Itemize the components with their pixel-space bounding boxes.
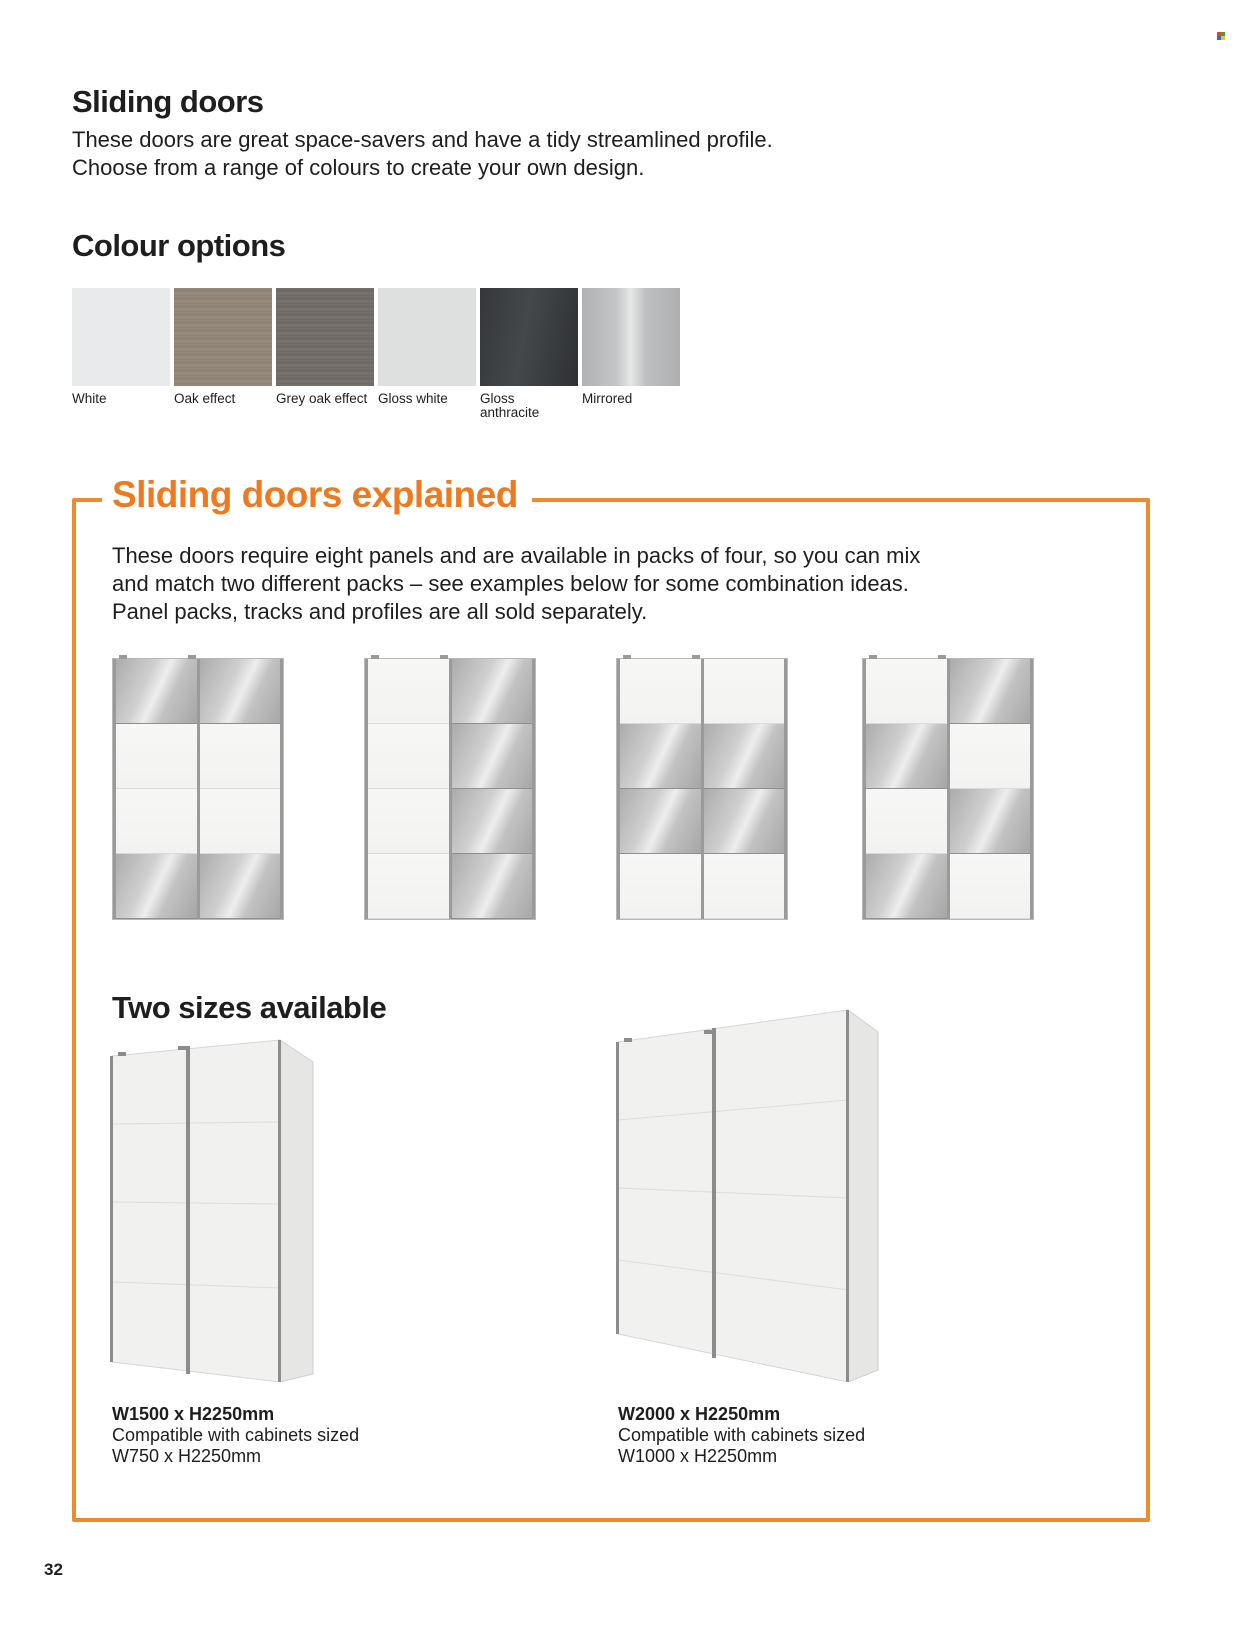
mirrored-swatch-icon: [582, 288, 680, 386]
door-roller: [119, 655, 127, 659]
size-caption-w1500: [112, 1404, 359, 1467]
mirror-panel: [113, 659, 198, 724]
explained-line: These doors require eight panels and are available in packs of four, so you can mix: [112, 543, 921, 568]
white-panel: [198, 724, 283, 789]
swatch-gloss-white[interactable]: [378, 288, 476, 406]
swatch-mirrored[interactable]: [582, 288, 680, 406]
colour-options-heading: Colour options: [72, 228, 286, 263]
swatch-white[interactable]: [72, 288, 170, 406]
mirror-panel: [450, 789, 535, 854]
mirror-panel: [702, 789, 787, 854]
door-profile: [280, 659, 283, 919]
size-compatible-text: Compatible with cabinets sized: [618, 1425, 866, 1445]
door-profile: [197, 659, 200, 919]
intro-text: [72, 126, 972, 182]
door-profile: [1030, 659, 1033, 919]
mirror-panel: [948, 789, 1033, 854]
mirror-panel: [198, 659, 283, 724]
grey-oak-effect-swatch-icon: [276, 288, 374, 386]
swatch-label: Gloss anthracite: [480, 391, 540, 420]
wardrobe-w1500-image: [108, 1036, 318, 1382]
explained-heading: Sliding doors explained: [102, 470, 532, 520]
door-profile: [701, 659, 704, 919]
page-title: Sliding doors: [72, 84, 264, 119]
door-roller: [371, 655, 379, 659]
swatch-label: Mirrored: [582, 391, 633, 406]
white-panel: [365, 659, 450, 724]
mirror-panel: [948, 659, 1033, 724]
door-roller: [938, 655, 946, 659]
gloss-anthracite-swatch-icon: [480, 288, 578, 386]
oak-effect-swatch-icon: [174, 288, 272, 386]
size-dimensions: W1500 x H2250mm: [112, 1404, 275, 1424]
swatch-label: Oak effect: [174, 391, 236, 406]
sizes-heading: Two sizes available: [112, 990, 387, 1025]
door-roller: [869, 655, 877, 659]
size-cabinet-dimensions: W750 x H2250mm: [112, 1446, 262, 1466]
swatch-label: Grey oak effect: [276, 391, 368, 406]
intro-line: Choose from a range of colours to create your own design.: [72, 155, 645, 180]
explained-line: and match two different packs – see examples below for some combination ideas.: [112, 571, 909, 596]
size-cabinet-dimensions: W1000 x H2250mm: [618, 1446, 778, 1466]
white-panel: [948, 724, 1033, 789]
door-profile: [784, 659, 787, 919]
intro-line: These doors are great space-savers and have a tidy streamlined profile.: [72, 127, 773, 152]
white-panel: [948, 854, 1033, 919]
white-panel: [617, 854, 702, 919]
door-roller: [692, 655, 700, 659]
door-combination-2: [364, 658, 536, 920]
door-combination-4: [862, 658, 1034, 920]
white-panel: [365, 724, 450, 789]
mirror-panel: [198, 854, 283, 919]
explained-text: [112, 542, 1032, 626]
door-combination-3: [616, 658, 788, 920]
mirror-panel: [450, 724, 535, 789]
door-profile: [617, 659, 620, 919]
door-profile: [113, 659, 116, 919]
size-compatible-text: Compatible with cabinets sized: [112, 1425, 360, 1445]
door-profile: [449, 659, 452, 919]
explained-line: Panel packs, tracks and profiles are all sold separately.: [112, 599, 648, 624]
gloss-white-swatch-icon: [378, 288, 476, 386]
white-panel: [863, 659, 948, 724]
door-profile: [532, 659, 535, 919]
door-profile: [365, 659, 368, 919]
mirror-panel: [863, 854, 948, 919]
door-profile: [947, 659, 950, 919]
door-profile: [863, 659, 866, 919]
swatch-oak-effect[interactable]: [174, 288, 272, 406]
wardrobe-w2000-image: [614, 1008, 884, 1382]
mirror-panel: [617, 724, 702, 789]
white-panel: [113, 789, 198, 854]
door-roller: [440, 655, 448, 659]
mirror-panel: [113, 854, 198, 919]
white-panel: [365, 789, 450, 854]
mirror-panel: [863, 724, 948, 789]
swatch-gloss-anthracite[interactable]: [480, 288, 578, 420]
white-panel: [198, 789, 283, 854]
swatch-label: Gloss white: [378, 391, 448, 406]
white-panel: [365, 854, 450, 919]
white-panel: [863, 789, 948, 854]
white-swatch-icon: [72, 288, 170, 386]
mirror-panel: [617, 789, 702, 854]
mirror-panel: [450, 659, 535, 724]
door-roller: [623, 655, 631, 659]
mirror-panel: [450, 854, 535, 919]
size-caption-w2000: [618, 1404, 865, 1467]
corner-logo-mark: [1217, 32, 1225, 40]
swatch-label: White: [72, 391, 107, 406]
size-dimensions: W2000 x H2250mm: [618, 1404, 781, 1424]
white-panel: [702, 854, 787, 919]
swatch-grey-oak-effect[interactable]: [276, 288, 374, 406]
door-combination-1: [112, 658, 284, 920]
white-panel: [113, 724, 198, 789]
white-panel: [702, 659, 787, 724]
page-number: 32: [44, 1560, 63, 1579]
white-panel: [617, 659, 702, 724]
door-roller: [188, 655, 196, 659]
mirror-panel: [702, 724, 787, 789]
